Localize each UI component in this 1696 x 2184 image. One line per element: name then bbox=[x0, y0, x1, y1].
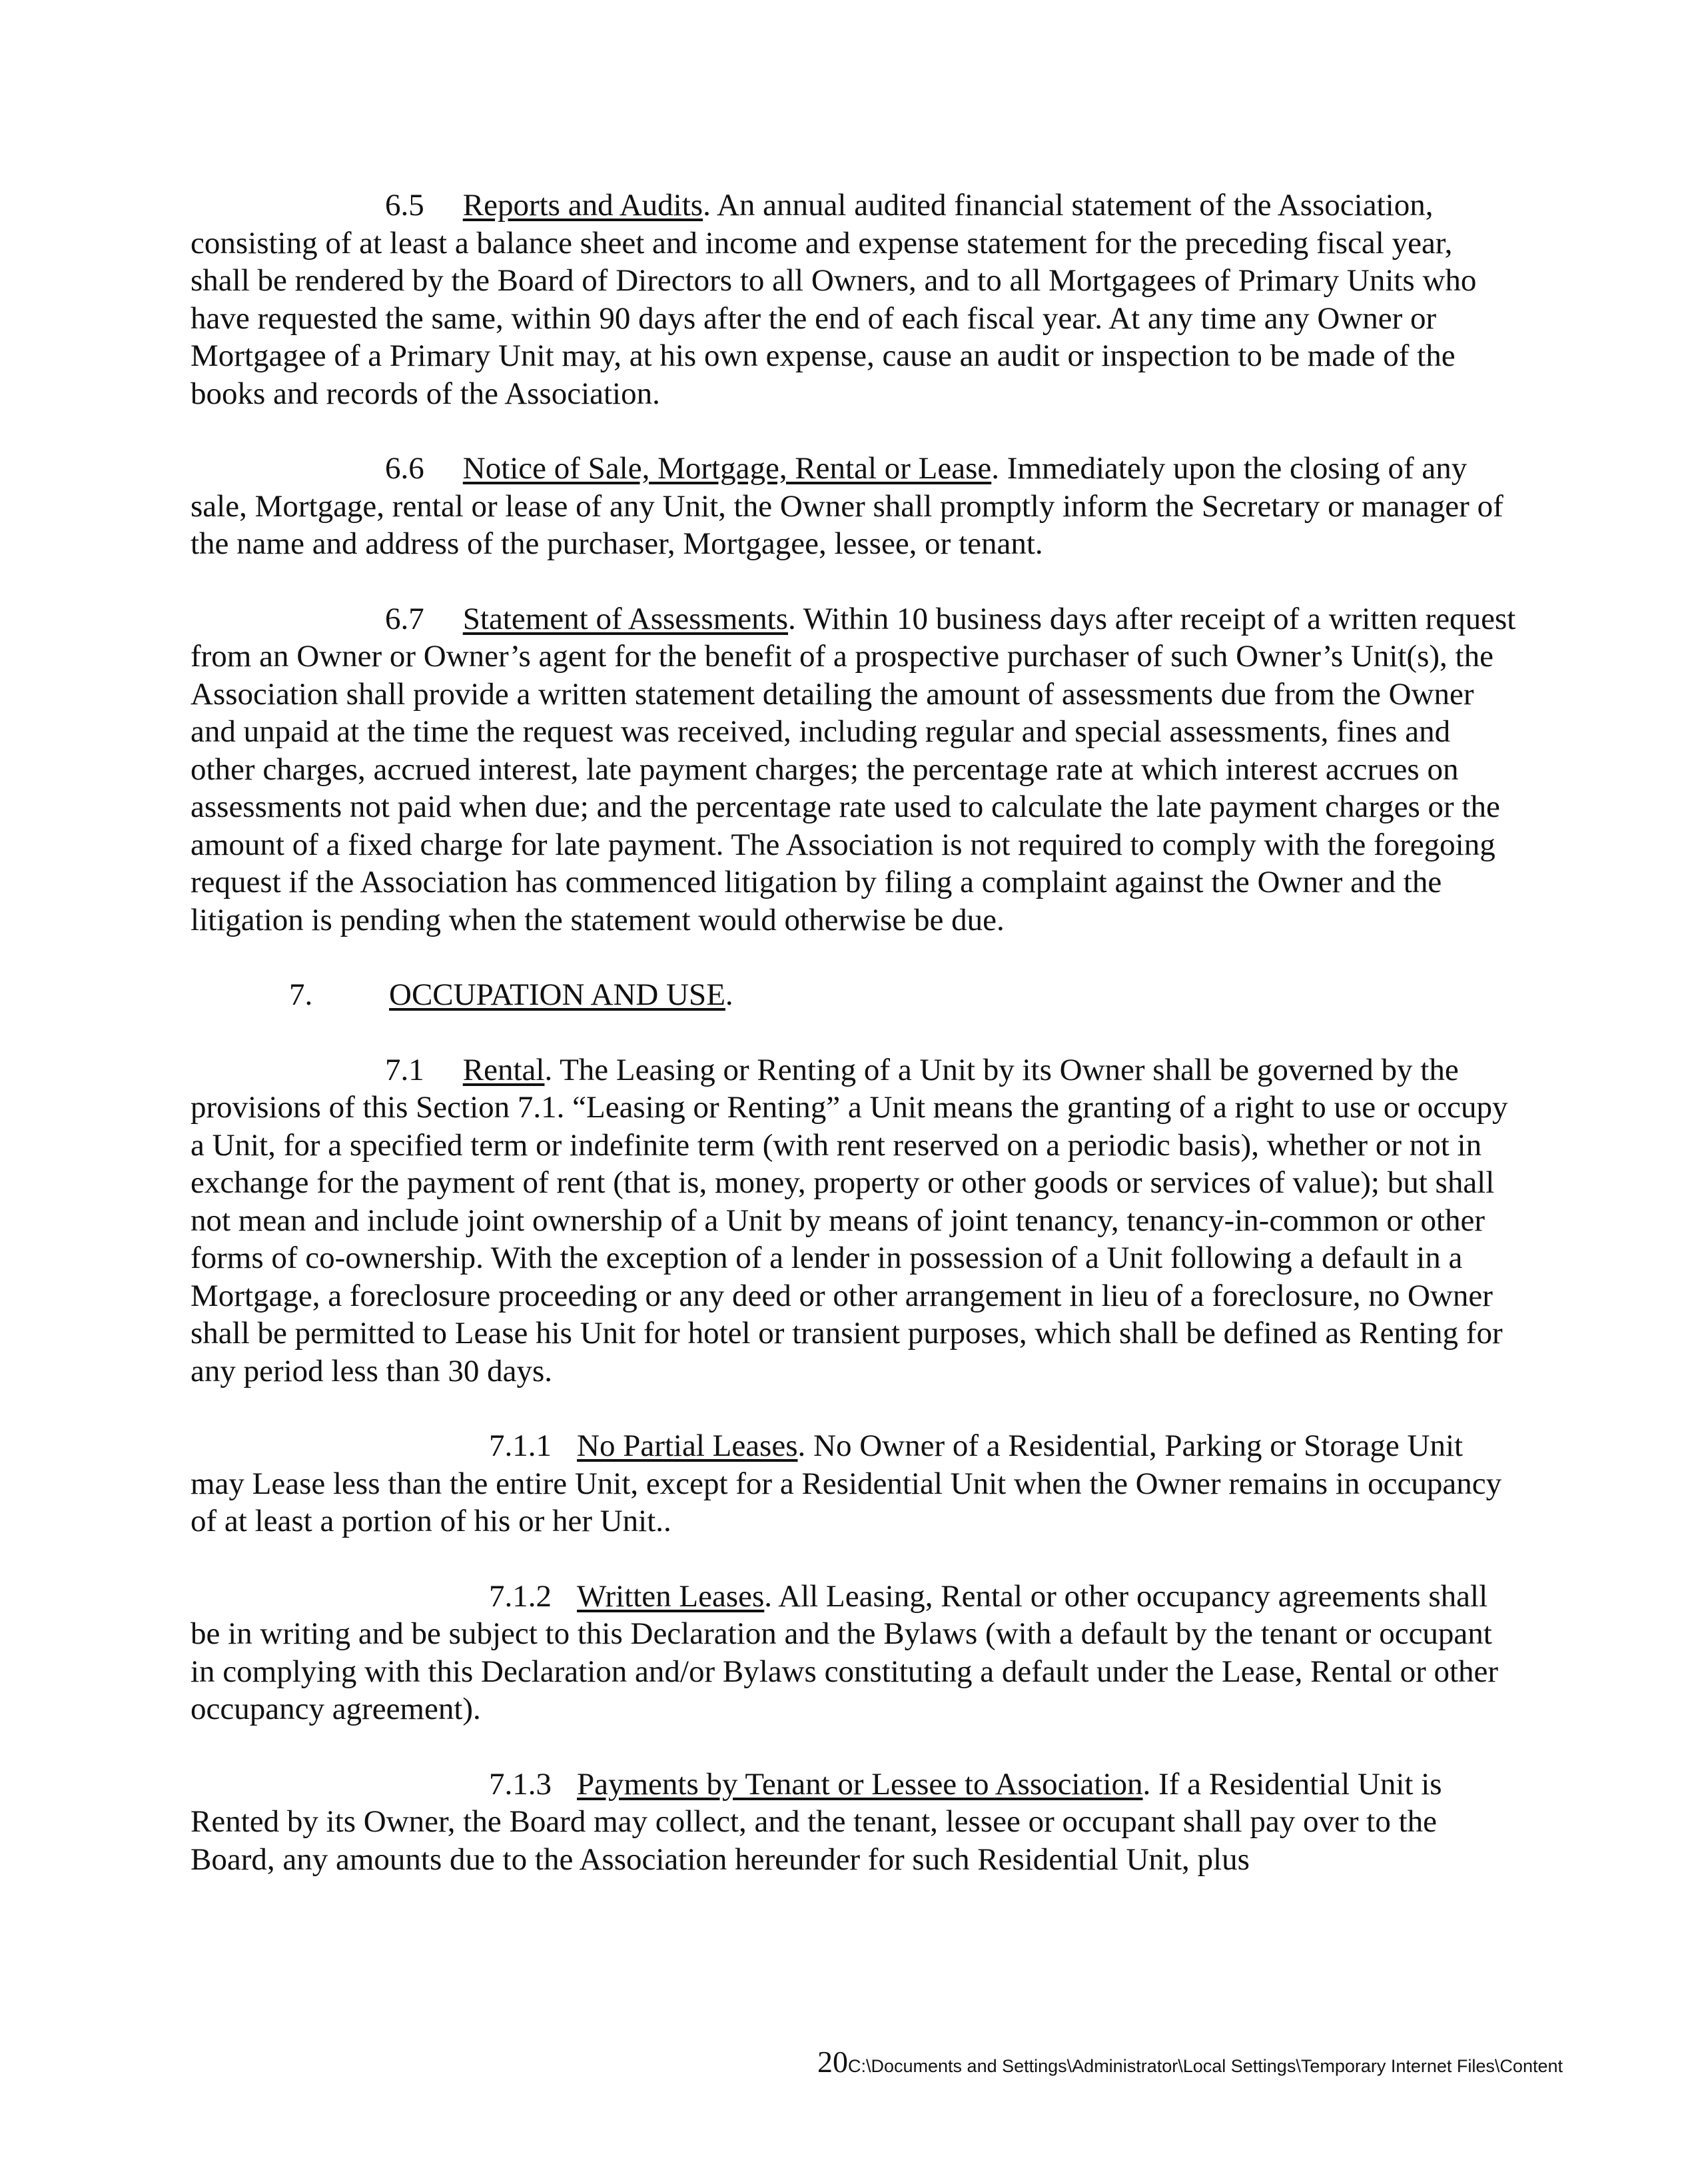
section-number: 7.1 bbox=[385, 1052, 424, 1087]
section-7-1-2 bbox=[191, 1578, 1516, 1728]
section-heading: No Partial Leases bbox=[577, 1428, 798, 1463]
section-number: 6.5 bbox=[385, 188, 424, 223]
section-body: . An annual audited financial statement of the Association, consisting of at least a balance sheet and income and expense statement for the preceding fiscal year, shall be rendered by the Board of Directors to all Owners, and to all Mortgagees of Primary Units who have requested the same, within 90 days after the end of each fiscal year. At any time any Owner or Mortgagee of a Primary Unit may, at his own expense, cause an audit or inspection to be made of the books and records of the Association. bbox=[191, 188, 1477, 411]
section-heading: Payments by Tenant or Lessee to Association bbox=[577, 1766, 1143, 1802]
section-6-5 bbox=[191, 187, 1516, 412]
section-body: . Within 10 business days after receipt of a written request from an Owner or Owner’s agent for the benefit of a prospective purchaser of such Owner’s Unit(s), the Association shall provide a written statement detailing the amount of assessments due from the Owner and unpaid at the time the request was received, including regular and special assessments, fines and other charges, accrued interest, late payment charges; the percentage rate at which interest accrues on assessments not paid when due; and the percentage rate used to calculate the late payment charges or the amount of a fixed charge for late payment. The Association is not required to comply with the foregoing request if the Association has commenced litigation by filing a complaint against the Owner and the litigation is pending when the statement would otherwise be due. bbox=[191, 601, 1516, 937]
section-heading: Rental bbox=[462, 1052, 545, 1087]
section-heading: Written Leases bbox=[577, 1578, 765, 1614]
section-7-1 bbox=[191, 1051, 1516, 1390]
section-6-6 bbox=[191, 450, 1516, 563]
section-body: . The Leasing or Renting of a Unit by its Owner shall be governed by the provisions of this Section 7.1. “Leasing or Renting” a Unit means the granting of a right to use or occupy a Unit, for a specified term or indefinite term (with rent reserved on a periodic basis), whether or not in exchange for the payment of rent (that is, money, property or other goods or services of value); but shall not mean and include joint ownership of a Unit by means of joint tenancy, tenancy-in-common or other forms of co-ownership. With the exception of a lender in possession of a Unit following a default in a Mortgage, a foreclosure proceeding or any deed or other arrangement in lieu of a foreclosure, no Owner shall be permitted to Lease his Unit for hotel or transient purposes, which shall be defined as Renting for any period less than 30 days. bbox=[191, 1052, 1508, 1388]
section-number: 7. bbox=[289, 977, 313, 1012]
section-body: . bbox=[725, 977, 733, 1012]
section-number: 7.1.1 bbox=[489, 1428, 552, 1463]
section-body: . If a Residential Unit is Rented by its Owner, the Board may collect, and the tenant, lessee or occupant shall pay over to the Board, any amounts due to the Association hereunder for such Residential Unit, plus bbox=[191, 1766, 1442, 1877]
section-body: . Immediately upon the closing of any sale, Mortgage, rental or lease of any Unit, the Owner shall promptly inform the Secretary or manager of the name and address of the purchaser, Mortgagee, lessee, or tenant. bbox=[191, 451, 1503, 561]
section-body: . No Owner of a Residential, Parking or Storage Unit may Lease less than the entire Unit, except for a Residential Unit when the Owner remains in occupancy of at least a portion of his or her Unit.. bbox=[191, 1428, 1502, 1538]
section-number: 6.7 bbox=[385, 601, 424, 636]
page-number: 20 bbox=[817, 2045, 848, 2079]
section-heading: Notice of Sale, Mortgage, Rental or Lease bbox=[462, 451, 992, 486]
section-6-7 bbox=[191, 600, 1516, 939]
page-footer bbox=[817, 2044, 1563, 2079]
file-path: C:\Documents and Settings\Administrator\Local Settings\Temporary Internet Files\Content bbox=[848, 2056, 1563, 2076]
section-heading: Statement of Assessments bbox=[462, 601, 788, 636]
section-7-1-1 bbox=[191, 1427, 1516, 1540]
section-7-heading bbox=[191, 976, 1516, 1014]
section-number: 7.1.2 bbox=[489, 1578, 552, 1614]
section-number: 6.6 bbox=[385, 451, 424, 486]
section-number: 7.1.3 bbox=[489, 1766, 552, 1802]
section-heading: OCCUPATION AND USE bbox=[389, 977, 725, 1012]
section-7-1-3 bbox=[191, 1766, 1516, 1879]
document-page bbox=[191, 187, 1516, 1915]
section-body: . All Leasing, Rental or other occupancy agreements shall be in writing and be subject to this Declaration and the Bylaws (with a default by the tenant or occupant in complying with this Declaration and/or Bylaws constituting a default under the Lease, Rental or other occupancy agreement). bbox=[191, 1578, 1499, 1726]
section-heading: Reports and Audits bbox=[462, 188, 703, 223]
